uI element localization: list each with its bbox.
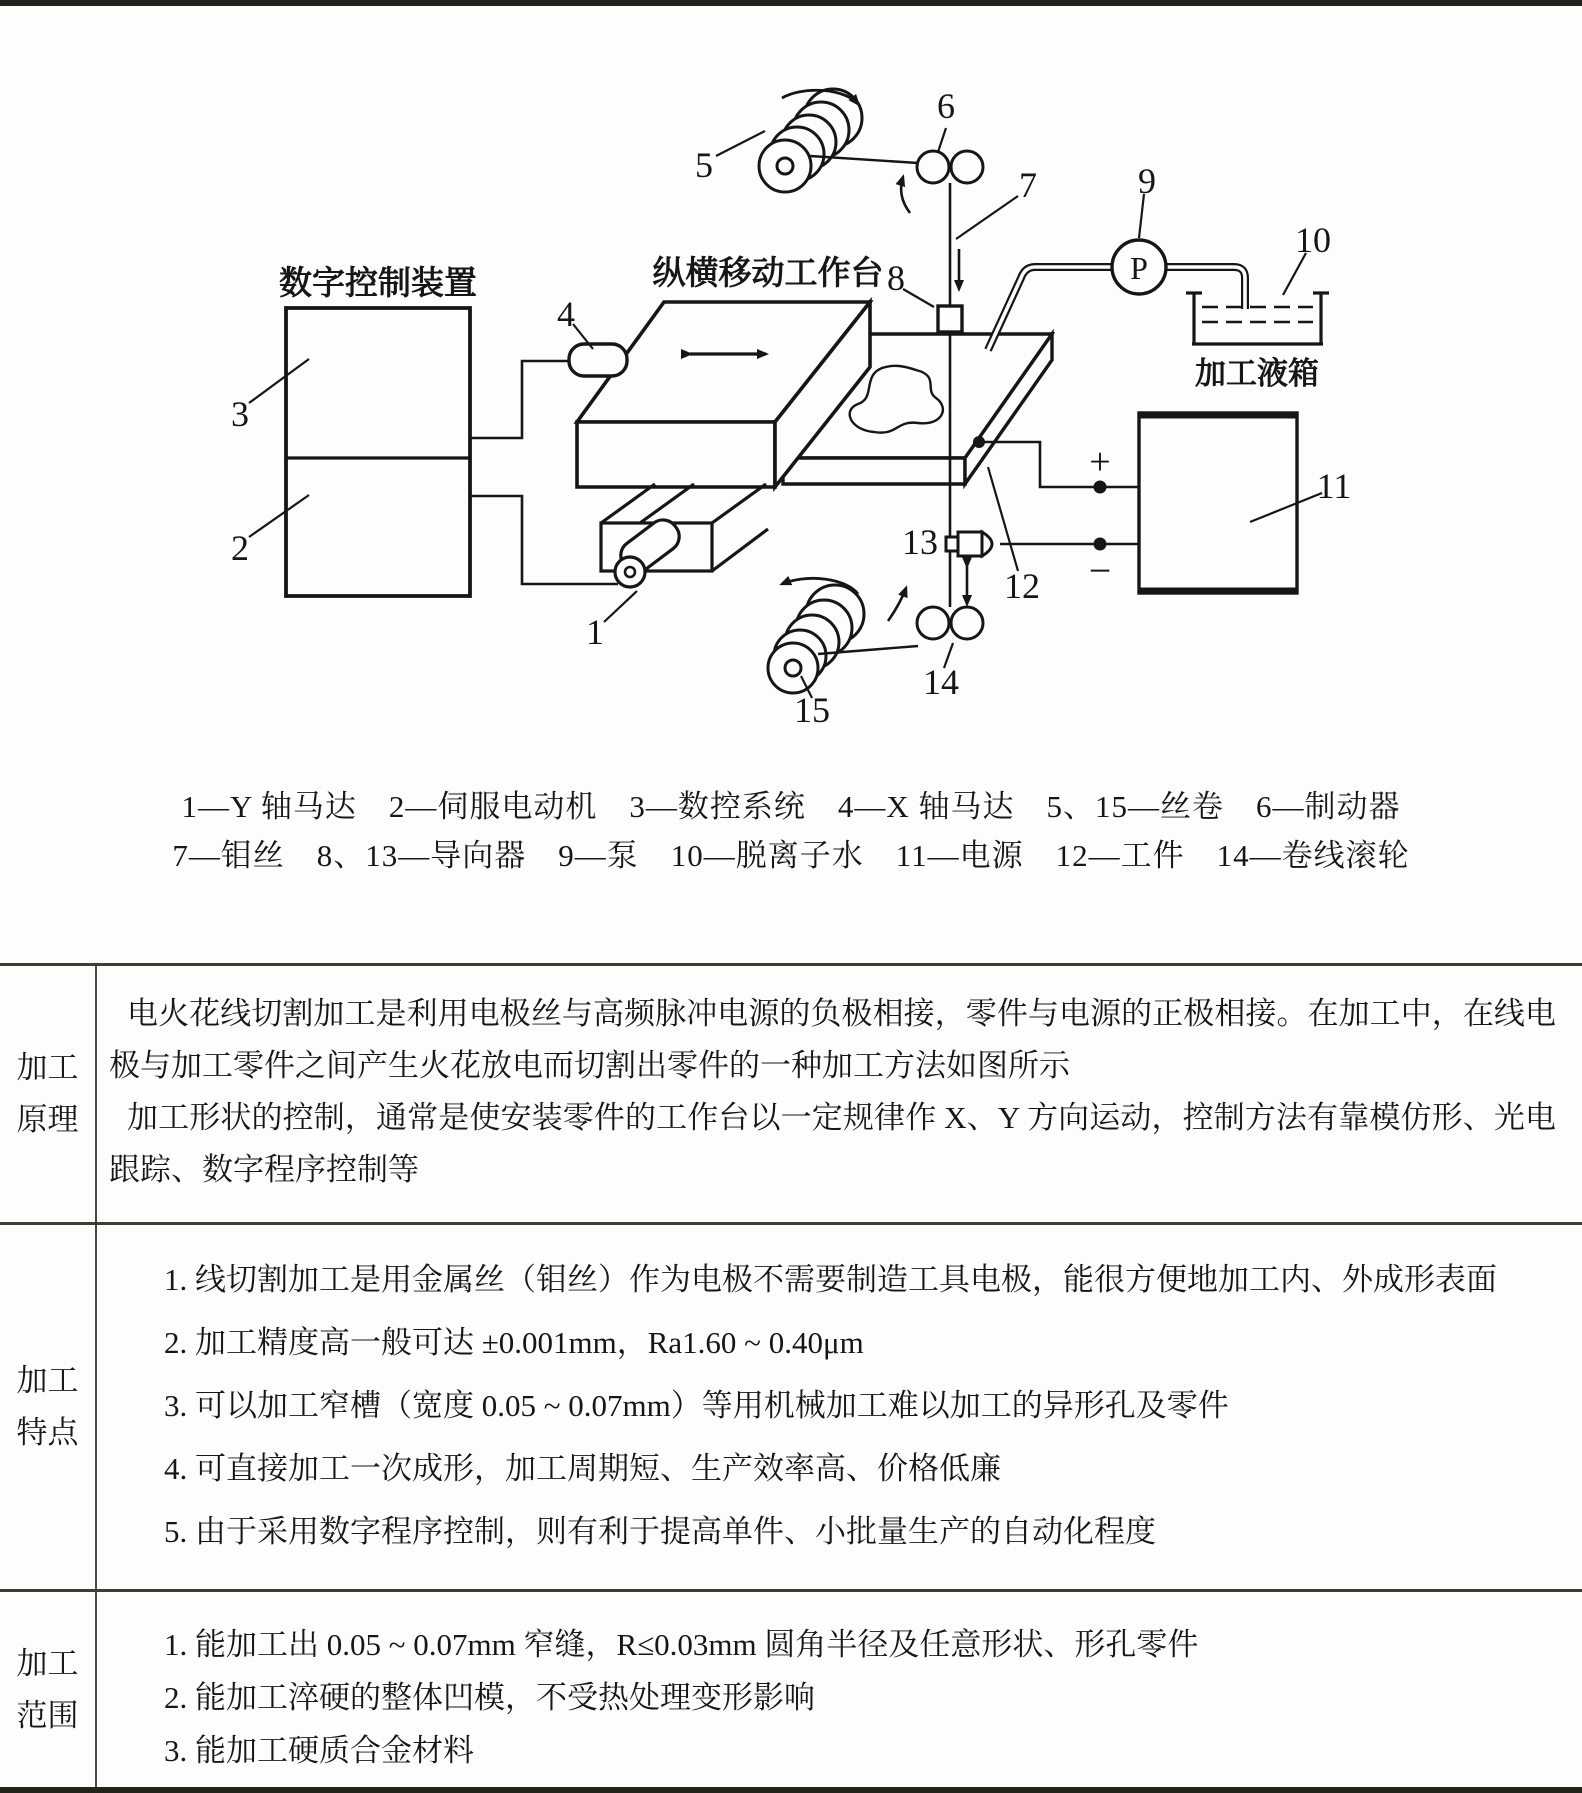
- dielectric-tank: [1186, 293, 1329, 344]
- wire-direction-arrow-bottom: [888, 588, 906, 621]
- row-content-principle: [97, 966, 1582, 1222]
- part-label-1: 1: [586, 612, 604, 652]
- table-row-scope: [0, 1592, 1582, 1787]
- wire-spool-top: [759, 89, 862, 192]
- part-label-11: 11: [1316, 466, 1352, 506]
- part-label-8: 8: [887, 258, 905, 298]
- principle-paragraph: 加工形状的控制，通常是使安装零件的工作台以一定规律作 X、Y 方向运动，控制方法有靠模仿形、光电跟踪、数字程序控制等: [109, 1100, 1556, 1187]
- power-supply: [1139, 413, 1297, 593]
- part-label-2: 2: [231, 528, 249, 568]
- part-label-14: 14: [923, 662, 959, 702]
- takeup-pulleys: [917, 607, 983, 639]
- table-row-features: [0, 1225, 1582, 1592]
- part-label-15: 15: [794, 690, 830, 730]
- worktable-title: 纵横移动工作台: [652, 256, 884, 292]
- feature-item: 2. 加工精度高一般可达 ±0.001mm，Ra1.60 ~ 0.40μm: [164, 1325, 864, 1360]
- legend-line-2: 7—钼丝 8、13—导向器 9—泵 10—脱离子水 11—电源 12—工件 14—卷线滚轮: [172, 838, 1410, 873]
- page-bottom-rule: [0, 1787, 1582, 1793]
- wire-edm-schematic: [0, 6, 1582, 776]
- feature-item: 3. 可以加工窄槽（宽度 0.05 ~ 0.07mm）等用机械加工难以加工的异形孔及零件: [164, 1388, 1229, 1423]
- plus-terminal: +: [1089, 441, 1111, 483]
- row-label-text: 加工: [16, 1050, 79, 1085]
- part-label-3: 3: [231, 394, 249, 434]
- row-label-text: 范围: [16, 1697, 79, 1733]
- row-content-features: [97, 1225, 1582, 1589]
- part-label-13: 13: [902, 522, 938, 562]
- part-label-4: 4: [557, 294, 575, 334]
- scope-item: 3. 能加工硬质合金材料: [164, 1733, 474, 1768]
- scope-item: 2. 能加工淬硬的整体凹模，不受热处理变形影响: [164, 1680, 815, 1715]
- control-cabinet: [286, 308, 470, 596]
- row-content-scope: [97, 1592, 1582, 1787]
- legend-line-1: 1—Y 轴马达 2—伺服电动机 3—数控系统 4—X 轴马达 5、15—丝卷 6—制动器: [181, 789, 1401, 824]
- row-label-scope: [0, 1592, 97, 1787]
- pump-letter: P: [1130, 250, 1148, 286]
- part-label-6: 6: [937, 86, 955, 126]
- minus-terminal: −: [1088, 548, 1112, 593]
- part-label-10: 10: [1295, 220, 1331, 260]
- row-label-principle: [0, 966, 97, 1222]
- brake-pulleys: [917, 151, 983, 183]
- wire-spool-bottom: [768, 585, 864, 693]
- feature-item: 1. 线切割加工是用金属丝（钼丝）作为电极不需要制造工具电极，能很方便地加工内、外成形表面: [164, 1262, 1497, 1297]
- tank-label: 加工液箱: [1195, 356, 1319, 391]
- positive-lead: [973, 436, 1139, 494]
- part-label-12: 12: [1004, 566, 1040, 606]
- row-label-features: [0, 1225, 97, 1589]
- spec-table: [0, 963, 1582, 1787]
- control-box-title: 数字控制装置: [279, 266, 477, 302]
- row-label-text: 特点: [16, 1415, 79, 1450]
- lower-wire-guide: [946, 532, 992, 556]
- row-label-text: 原理: [16, 1102, 79, 1137]
- row-label-text: 加工: [16, 1645, 79, 1681]
- row-label-text: 加工: [16, 1363, 79, 1398]
- table-row-principle: [0, 966, 1582, 1225]
- feature-item: 5. 由于采用数字程序控制，则有利于提高单件、小批量生产的自动化程度: [164, 1514, 1156, 1549]
- feature-item: 4. 可直接加工一次成形，加工周期短、生产效率高、价格低廉: [164, 1451, 1001, 1486]
- x-axis-motor: [569, 344, 627, 376]
- part-label-9: 9: [1138, 161, 1156, 201]
- upper-wire-guide: [938, 306, 962, 332]
- wire-direction-arrow-top: [901, 177, 910, 213]
- figure-legend: [0, 782, 1582, 880]
- part-label-7: 7: [1019, 165, 1037, 205]
- scope-item: 1. 能加工出 0.05 ~ 0.07mm 窄缝，R≤0.03mm 圆角半径及任意形状、形孔零件: [164, 1627, 1199, 1662]
- part-label-5: 5: [695, 145, 713, 185]
- principle-paragraph: 电火花线切割加工是利用电极丝与高频脉冲电源的负极相接，零件与电源的正极相接。在加工中，在线电极与加工零件之间产生火花放电而切割出零件的一种加工方法如图所示: [109, 996, 1556, 1083]
- schematic-svg: [0, 6, 1582, 776]
